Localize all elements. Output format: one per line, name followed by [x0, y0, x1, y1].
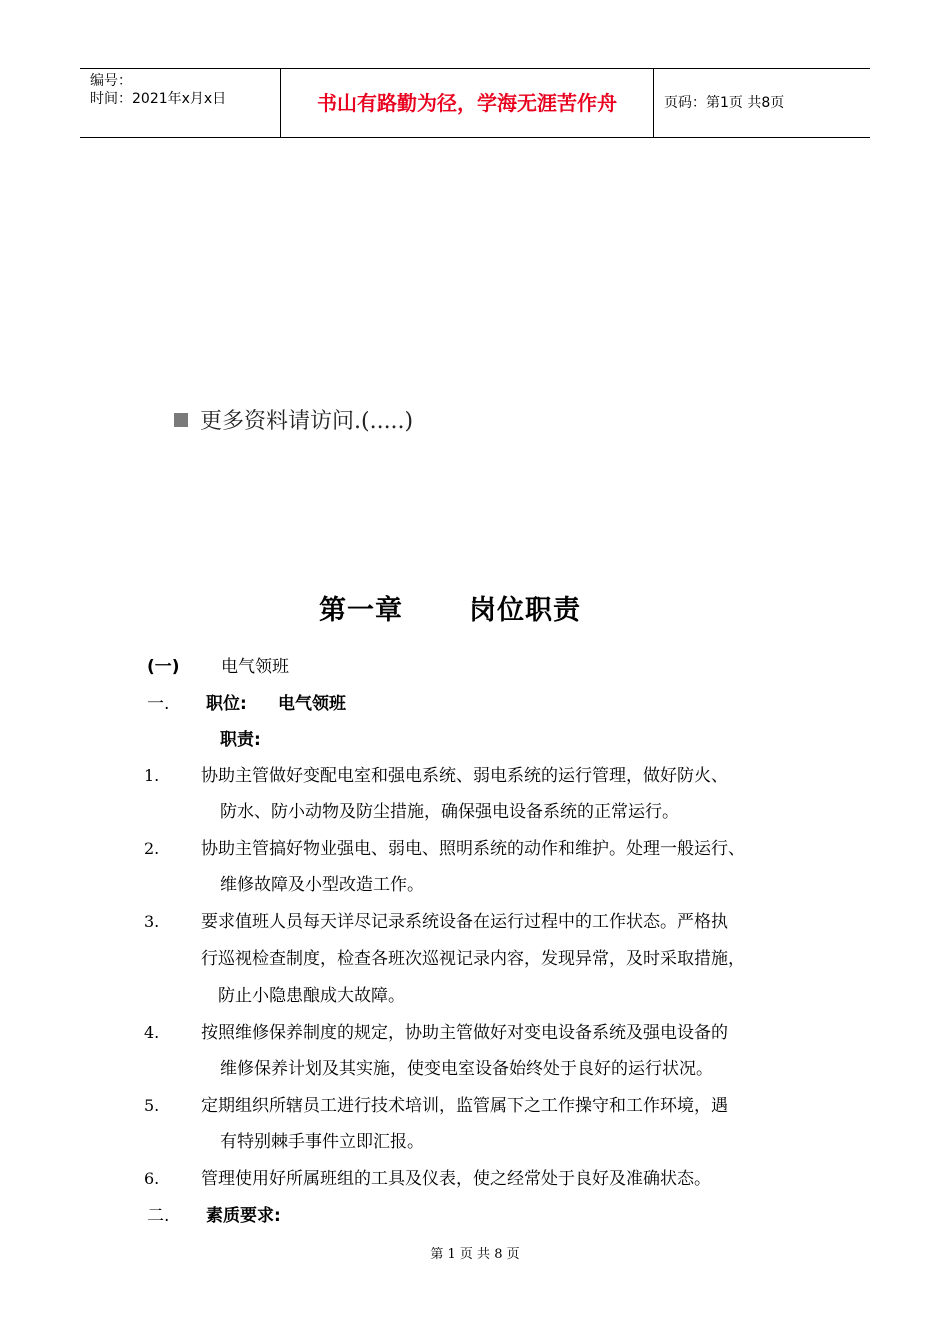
- document-header: [80, 68, 870, 138]
- quality-label: 素质要求:: [206, 1206, 281, 1226]
- page-footer: 第 1 页 共 8 页: [430, 1247, 520, 1262]
- time-label: 时间：2021年x月x日: [90, 91, 227, 107]
- duty-line: 防止小隐患酿成大故障。: [218, 986, 405, 1006]
- duty-line: 行巡视检查制度，检查各班次巡视记录内容，发现异常，及时采取措施，: [201, 949, 745, 969]
- chapter-number: 第一章: [319, 595, 403, 626]
- duty-line: 维修保养计划及其实施，使变电室设备始终处于良好的运行状况。: [220, 1059, 713, 1079]
- duty-number: 4.: [144, 1023, 160, 1042]
- duty-number: 1.: [144, 766, 160, 785]
- chapter-heading: [0, 594, 900, 628]
- position-value: 电气领班: [278, 694, 346, 714]
- duty-number: 2.: [144, 839, 160, 858]
- duty-line: 管理使用好所属班组的工具及仪表，使之经常处于良好及准确状态。: [201, 1169, 711, 1189]
- duty-number: 5.: [144, 1096, 160, 1115]
- duty-line: 协助主管搞好物业强电、弱电、照明系统的动作和维护。处理一般运行、: [201, 839, 745, 859]
- header-page-cell: [654, 69, 870, 137]
- duty-line: 按照维修保养制度的规定，协助主管做好对变电设备系统及强电设备的: [201, 1023, 728, 1043]
- duty-line: 有特别棘手事件立即汇报。: [220, 1132, 424, 1152]
- section-marker: (一): [147, 657, 180, 677]
- duty-number: 3.: [144, 912, 160, 931]
- quality-marker: 二.: [147, 1206, 170, 1226]
- more-info-link[interactable]: [174, 408, 413, 436]
- header-meta-cell: [80, 69, 281, 137]
- square-bullet-icon: [174, 413, 188, 427]
- section-title: 电气领班: [221, 657, 289, 677]
- position-label: 职位:: [206, 694, 247, 714]
- duty-line: 定期组织所辖员工进行技术培训，监管属下之工作操守和工作环境，遇: [201, 1096, 728, 1116]
- motto: 书山有路勤为径，学海无涯苦作舟: [317, 91, 617, 115]
- position-marker: 一.: [147, 694, 170, 714]
- duty-number: 6.: [144, 1169, 160, 1188]
- chapter-title: 岗位职责: [469, 595, 581, 626]
- more-info-text: 更多资料请访问.(.....): [200, 409, 414, 434]
- duty-line: 要求值班人员每天详尽记录系统设备在运行过程中的工作状态。严格执: [201, 912, 728, 932]
- page-info: 页码：第1页 共8页: [664, 95, 785, 111]
- number-label: 编号：: [90, 73, 132, 89]
- header-motto-cell: [281, 69, 654, 137]
- duties-label: 职责:: [220, 730, 261, 750]
- duty-line: 协助主管做好变配电室和强电系统、弱电系统的运行管理，做好防火、: [201, 766, 728, 786]
- duty-line: 防水、防小动物及防尘措施，确保强电设备系统的正常运行。: [220, 802, 679, 822]
- duty-line: 维修故障及小型改造工作。: [220, 875, 424, 895]
